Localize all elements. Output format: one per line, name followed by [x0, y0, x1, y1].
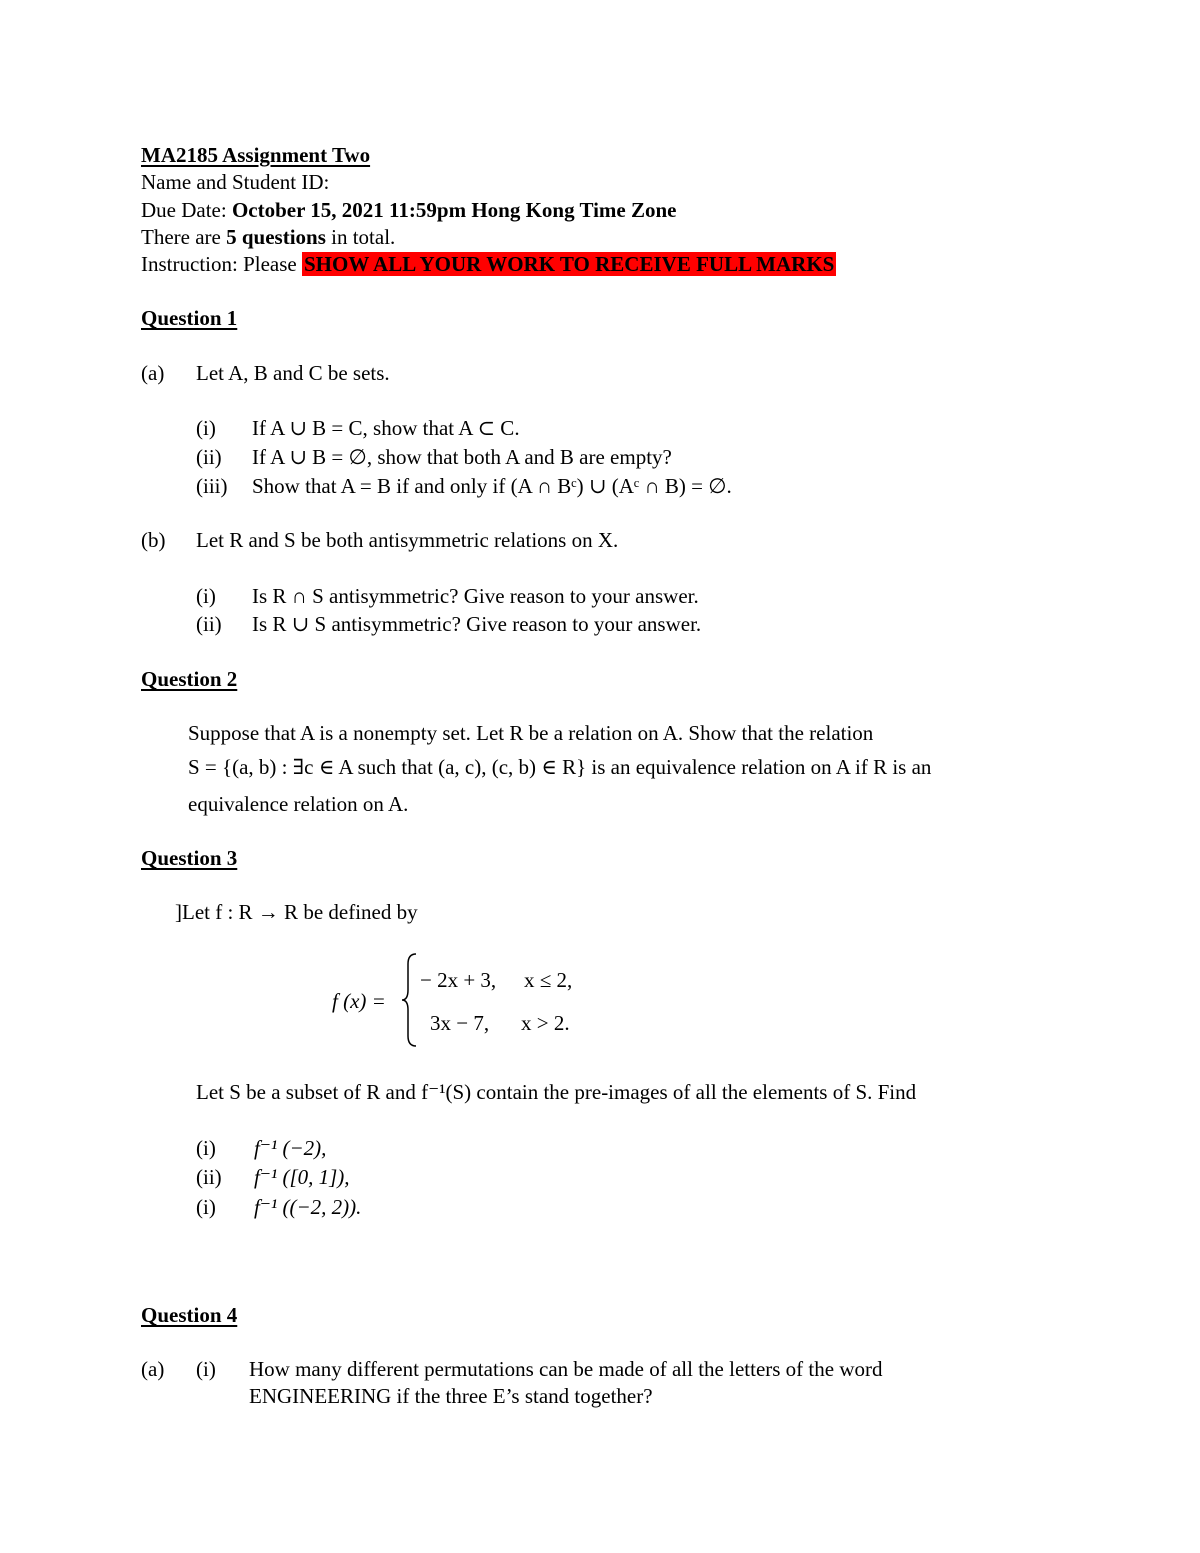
instruction-line: [141, 251, 836, 278]
q2-line-3: equivalence relation on A.: [188, 792, 409, 816]
due-date-value: October 15, 2021 11:59pm Hong Kong Time Zone: [231, 198, 677, 222]
piecewise-case-2-condition: x > 2.: [521, 1011, 570, 1035]
piecewise-case-1-condition: x ≤ 2,: [524, 968, 573, 992]
q3-item-text: f⁻¹ ((−2, 2)).: [254, 1195, 362, 1219]
q4-part-a-label: (a): [141, 1357, 165, 1381]
q1b-item-label: (i): [196, 584, 216, 608]
due-date-prefix: Due Date:: [141, 198, 232, 222]
q1a-item-label: (i): [196, 416, 216, 440]
q1a-item-text: Show that A = B if and only if (A ∩ Bᶜ) ∪ (Aᶜ ∩ B) = ∅.: [252, 474, 732, 498]
q4-item-label: (i): [196, 1357, 216, 1381]
name-student-id-line: Name and Student ID:: [141, 170, 330, 194]
question-2-heading: Question 2: [141, 667, 238, 691]
instruction-prefix: Instruction: Please: [141, 252, 302, 276]
q1b-item-text: Is R ∩ S antisymmetric? Give reason to your answer.: [252, 584, 699, 608]
q1-part-b-text: Let R and S be both antisymmetric relations on X.: [196, 528, 619, 552]
piecewise-case-2-expression: 3x − 7,: [430, 1011, 490, 1035]
q1b-item-text: Is R ∪ S antisymmetric? Give reason to your answer.: [252, 612, 702, 636]
question-count-prefix: There are: [141, 225, 227, 249]
q2-line-2: S = {(a, b) : ∃c ∈ A such that (a, c), (c, b) ∈ R} is an equivalence relation on A if R is an: [188, 755, 932, 779]
q1a-item-label: (ii): [196, 445, 222, 469]
q4-line-2: ENGINEERING if the three E’s stand together?: [249, 1384, 653, 1408]
q3-item-label: (i): [196, 1136, 216, 1160]
question-count-value: 5 questions: [226, 225, 326, 249]
left-brace-icon: [400, 952, 420, 1048]
question-count-suffix: in total.: [325, 225, 396, 249]
q1a-item-text: If A ∪ B = C, show that A ⊂ C.: [252, 416, 520, 440]
question-1-heading: Question 1: [141, 306, 238, 330]
q3-intro: ]Let f : R → R be defined by: [175, 900, 418, 924]
piecewise-case-1-expression: − 2x + 3,: [420, 968, 497, 992]
q3-item-text: f⁻¹ ([0, 1]),: [254, 1165, 350, 1189]
q1a-item-label: (iii): [196, 474, 228, 498]
instruction-highlight: SHOW ALL YOUR WORK TO RECEIVE FULL MARKS: [303, 252, 835, 276]
q3-item-text: f⁻¹ (−2),: [254, 1136, 327, 1160]
q4-line-1: How many different permutations can be made of all the letters of the word: [249, 1357, 883, 1381]
q2-line-1: Suppose that A is a nonempty set. Let R be a relation on A. Show that the relation: [188, 721, 874, 745]
assignment-title: MA2185 Assignment Two: [141, 143, 371, 167]
question-count-line: [141, 224, 395, 251]
question-4-heading: Question 4: [141, 1303, 238, 1327]
question-3-heading: Question 3: [141, 846, 238, 870]
due-date-line: [141, 197, 677, 224]
piecewise-function-label: f (x) =: [332, 989, 386, 1013]
q3-subset-text: Let S be a subset of R and f⁻¹(S) contain the pre-images of all the elements of S. Find: [196, 1080, 917, 1104]
q1b-item-label: (ii): [196, 612, 222, 636]
q1-part-b-label: (b): [141, 528, 166, 552]
q1-part-a-label: (a): [141, 361, 165, 385]
q3-item-label: (i): [196, 1195, 216, 1219]
q3-item-label: (ii): [196, 1165, 222, 1189]
q1-part-a-text: Let A, B and C be sets.: [196, 361, 390, 385]
q1a-item-text: If A ∪ B = ∅, show that both A and B are empty?: [252, 445, 672, 469]
